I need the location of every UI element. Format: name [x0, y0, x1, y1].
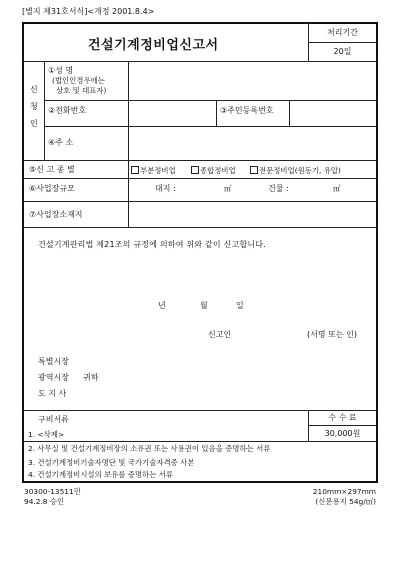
footer-paper-size: 210mm×297mm: [312, 487, 376, 496]
land-label: 대지 :: [155, 184, 176, 193]
checkbox-icon: [191, 166, 199, 174]
recipient-metropolitan-city: 광역시장: [38, 373, 69, 382]
applicant-sign-note: (서명 또는 인): [307, 330, 357, 339]
phone-input[interactable]: [130, 102, 214, 124]
name-note-2: 상호 및 대표자): [56, 86, 107, 95]
address-label: ④주 소: [48, 138, 74, 147]
name-label: ①성 명: [48, 66, 74, 75]
footer-paper-type: (신문용지 54g/㎡): [315, 497, 376, 506]
land-unit: ㎡: [224, 184, 232, 193]
fee-value: 30,000원: [324, 429, 361, 438]
applicant-sign-field[interactable]: [240, 326, 302, 340]
business-size-label: ⑥사업장규모: [29, 184, 75, 193]
recipient-province-governor: 도 지 사: [38, 389, 67, 398]
business-type-option-specialized[interactable]: 전문정비업(원동기, 유압): [250, 166, 341, 174]
name-input[interactable]: [130, 63, 374, 98]
date-day-label: 일: [236, 301, 244, 310]
footer-form-number: 30300-13511민: [24, 487, 81, 496]
form-header: [별지 제31호서식]<개정 2001.8.4>: [22, 7, 155, 16]
checkbox-icon: [131, 166, 139, 174]
date-month-label: 월: [200, 301, 208, 310]
location-input[interactable]: [130, 203, 374, 225]
business-type-label: ⑤신 고 종 별: [29, 165, 75, 174]
business-type-option-comprehensive[interactable]: 종합정비업: [191, 166, 236, 174]
fee-label: 수 수 료: [328, 413, 357, 422]
building-label: 건물 :: [268, 184, 289, 193]
date-year-label: 년: [158, 301, 166, 310]
phone-label: ②전화번호: [48, 106, 87, 115]
applicant-side-label-2: 청: [30, 102, 38, 111]
building-input[interactable]: [294, 181, 330, 195]
recipient-suffix: 귀하: [83, 373, 99, 382]
location-label: ⑦사업장소재지: [29, 210, 83, 219]
document-item-2: 2. 사무실 및 건설기계정비장의 소유권 또는 사용권이 있음을 증명하는 서류: [28, 444, 271, 453]
applicant-side-label-1: 신: [30, 85, 38, 94]
footer-approval: 94.2.8 승인: [24, 497, 65, 506]
processing-label: 처리기간: [327, 28, 358, 37]
business-type-option-partial[interactable]: 부분정비업: [131, 166, 176, 174]
recipient-special-city: 특별시장: [38, 357, 69, 366]
document-item-4: 4. 건설기계정비시설의 보유를 증명하는 서류: [28, 470, 173, 479]
processing-value: 20일: [333, 47, 352, 56]
rrn-label: ③주민등록번호: [220, 106, 274, 115]
document-item-3: 3. 건설기계정비기술자명단 및 국가기술자격증 사본: [28, 458, 195, 467]
checkbox-icon: [250, 166, 258, 174]
document-item-1: 1. <삭제>: [28, 430, 65, 439]
declaration-statement: 건설기계관리법 제21조의 규정에 의하여 위와 같이 신고합니다.: [38, 240, 266, 249]
applicant-sign-label: 신고인: [208, 330, 232, 339]
form-title: 건설기계정비업신고서: [88, 38, 219, 53]
name-note-1: (법인인경우에는: [52, 76, 105, 85]
applicant-side-label-3: 인: [30, 119, 38, 128]
building-unit: ㎡: [333, 184, 341, 193]
land-input[interactable]: [180, 181, 220, 195]
rrn-input[interactable]: [291, 102, 374, 124]
address-input[interactable]: [130, 128, 374, 158]
documents-header: 구비서류: [38, 415, 69, 424]
